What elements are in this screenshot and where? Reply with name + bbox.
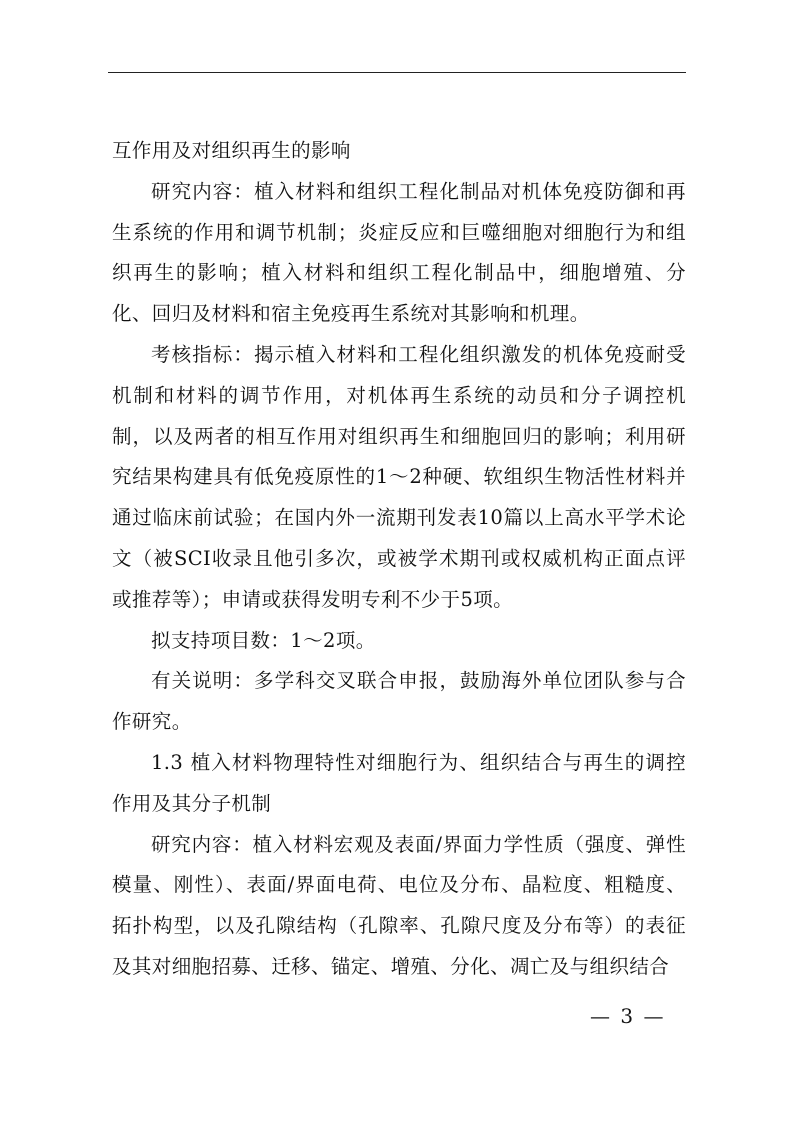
paragraph-notes: 有关说明：多学科交叉联合申报，鼓励海外单位团队参与合作研究。 (112, 669, 686, 734)
paragraph-assessment-indicators: 考核指标：揭示植入材料和工程化组织激发的机体免疫耐受机制和材料的调节作用，对机体再生系统的动员和分子调控机制，以及两者的相互作用对组织再生和细胞回归的影响；利用研究结果构建具有低免疫原性的1～2种硬、软组织生物活性材料并通过临床前试验；在国内外一流期刊发表10篇以上高水平学术论文（被SCI收录且他引多次，或被学术期刊或权威机构正面点评或推荐等）；申请或获得发明专利不少于5项。 (112, 342, 686, 611)
paragraph-continuation: 互作用及对组织再生的影响 (112, 139, 351, 162)
section-heading-1-3: 1.3 植入材料物理特性对细胞行为、组织结合与再生的调控作用及其分子机制 (112, 750, 686, 815)
header-rule (108, 72, 686, 73)
paragraph-project-count: 拟支持项目数：1～2项。 (151, 628, 376, 652)
document-body (112, 131, 686, 988)
paragraph-research-content: 研究内容：植入材料和组织工程化制品对机体免疫防御和再生系统的作用和调节机制；炎症反应和巨噬细胞对细胞行为和组织再生的影响；植入材料和组织工程化制品中，细胞增殖、分化、回归及材料和宿主免疫再生系统对其影响和机理。 (112, 179, 686, 326)
paragraph-research-content-1-3: 研究内容：植入材料宏观及表面/界面力学性质（强度、弹性模量、刚性）、表面/界面电荷、电位及分布、晶粒度、粗糙度、拓扑构型，以及孔隙结构（孔隙率、孔隙尺度及分布等）的表征及其对细胞招募、迁移、锚定、增殖、分化、凋亡及与组织结合 (112, 832, 686, 978)
page-number: — 3 — (590, 1004, 666, 1028)
